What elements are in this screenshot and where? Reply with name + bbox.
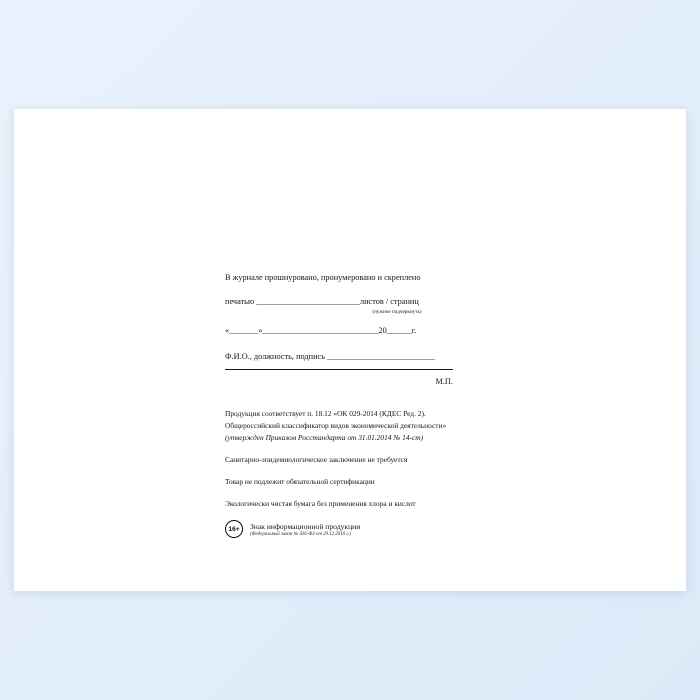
note-eco-paper: Экологически чистая бумага без применения хлора и кислот [225,499,416,509]
note-line-1: Продукция соответствует п. 18.12 «ОК 029-2014 (КДЕС Ред. 2). [225,408,426,418]
signature-rule [225,368,453,370]
certification-line-2: печатью _________________________листов / страниц [225,297,419,307]
certification-signature-line: Ф.И.О., должность, подпись __________________________ [225,351,435,361]
document-page [14,109,686,591]
age-mark-text [250,522,360,537]
note-line-2: Общероссийский классификатор видов экономической деятельности» [225,420,447,430]
age-mark-row [225,520,545,538]
note-certification: Товар не подлежит обязательной сертификации [225,477,375,487]
stamp-place-label: М.П. [435,376,453,386]
certification-line-1: В журнале прошнуровано, пронумеровано и скреплено [225,273,421,282]
document-content [225,272,545,538]
age-mark-title: Знак информационной продукции [250,521,361,531]
age-mark-subtitle: (Федеральный закон № 436-ФЗ от 29.12.2010 г.) [250,531,352,537]
certification-date-line: «_______»____________________________20______г. [225,326,417,336]
note-line-3: (утвержден Приказом Росстандарта от 31.01.2014 № 14-ст) [225,432,424,442]
age-rating-icon: 16+ [225,520,243,538]
certification-line-2-note: (нужное подчеркнуть) [372,309,422,316]
note-sanitary: Санитарно-эпидемиологическое заключение не требуется [225,455,408,465]
